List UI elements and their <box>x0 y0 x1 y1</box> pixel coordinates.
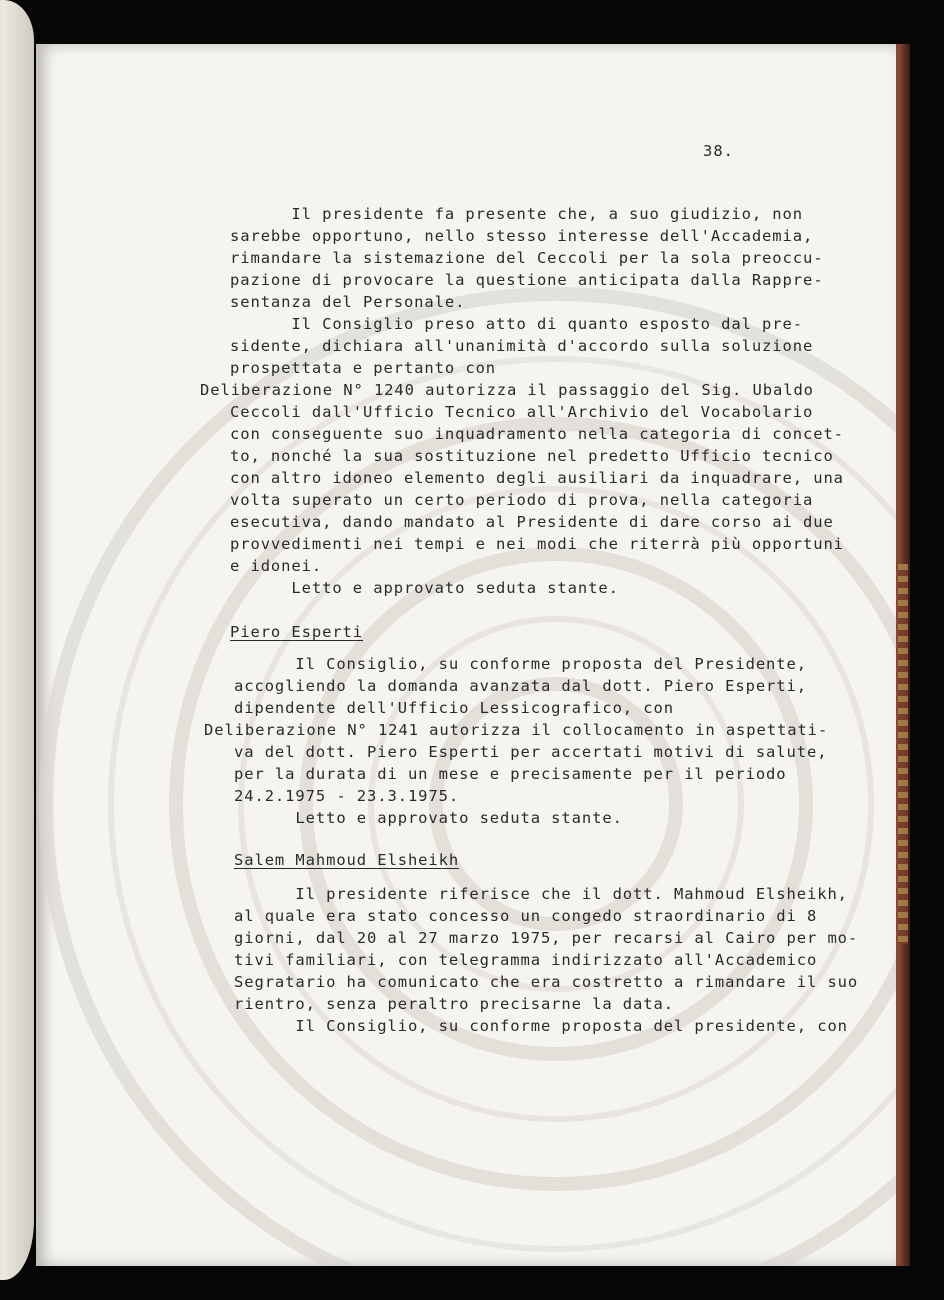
text-line: tivi familiari, con telegramma indirizzato all'Accademico <box>234 951 818 969</box>
text-line: va del dott. Piero Esperti per accertati motivi di salute, <box>234 743 828 761</box>
deliberation-line: Deliberazione N° 1241 autorizza il collocamento in aspettati- <box>204 721 829 739</box>
left-facing-page-edge <box>0 0 34 1280</box>
text-line: Il presidente riferisce che il dott. Mahmoud Elsheikh, <box>234 885 848 903</box>
text-line: al quale era stato concesso un congedo straordinario di 8 <box>234 907 818 925</box>
text-line: con conseguente suo inquadramento nella categoria di concet- <box>230 425 844 443</box>
text-line: giorni, dal 20 al 27 marzo 1975, per recarsi al Cairo per mo- <box>234 929 859 947</box>
text-line: per la durata di un mese e precisamente per il periodo <box>234 765 787 783</box>
marbled-endpaper-edge <box>898 564 908 944</box>
text-line: sarebbe opportuno, nello stesso interesse dell'Accademia, <box>230 227 814 245</box>
document-page <box>36 44 896 1266</box>
page-number: 38. <box>703 142 734 160</box>
text-line: sidente, dichiara all'unanimità d'accordo sulla soluzione <box>230 337 814 355</box>
text-line: prospettata e pertanto con <box>230 359 497 377</box>
text-line: Il Consiglio, su conforme proposta del Presidente, <box>234 655 807 673</box>
text-line: Letto e approvato seduta stante. <box>234 809 623 827</box>
text-line: dipendente dell'Ufficio Lessicografico, con <box>234 699 674 717</box>
text-line: pazione di provocare la questione anticipata dalla Rappre- <box>230 271 824 289</box>
deliberation-line: Deliberazione N° 1240 autorizza il passaggio del Sig. Ubaldo <box>200 381 814 399</box>
text-line: Il Consiglio, su conforme proposta del presidente, con <box>234 1017 848 1035</box>
text-line: provvedimenti nei tempi e nei modi che riterrà più opportuni <box>230 535 844 553</box>
text-line: accogliendo la domanda avanzata dal dott. Piero Esperti, <box>234 677 807 695</box>
text-line: rientro, senza peraltro precisarne la data. <box>234 995 674 1013</box>
text-line: to, nonché la sua sostituzione nel predetto Ufficio tecnico <box>230 447 834 465</box>
text-line: con altro idoneo elemento degli ausiliari da inquadrare, una <box>230 469 844 487</box>
text-line: 24.2.1975 - 23.3.1975. <box>234 787 460 805</box>
text-line: Letto e approvato seduta stante. <box>230 579 619 597</box>
text-line: e idonei. <box>230 557 323 575</box>
text-line: Ceccoli dall'Ufficio Tecnico all'Archivio del Vocabolario <box>230 403 814 421</box>
text-line: volta superato un certo periodo di prova, nella categoria <box>230 491 814 509</box>
text-line: esecutiva, dando mandato al Presidente di dare corso ai due <box>230 513 834 531</box>
text-line: Segratario ha comunicato che era costretto a rimandare il suo <box>234 973 859 991</box>
text-line: Il presidente fa presente che, a suo giudizio, non <box>230 205 803 223</box>
text-line: sentanza del Personale. <box>230 293 466 311</box>
text-line: rimandare la sistemazione del Ceccoli per la sola preoccu- <box>230 249 824 267</box>
section-heading-salem-mahmoud-elsheikh: Salem Mahmoud Elsheikh <box>234 851 460 869</box>
section-heading-piero-esperti: Piero Esperti <box>230 623 364 641</box>
text-line: Il Consiglio preso atto di quanto esposto dal pre- <box>230 315 803 333</box>
